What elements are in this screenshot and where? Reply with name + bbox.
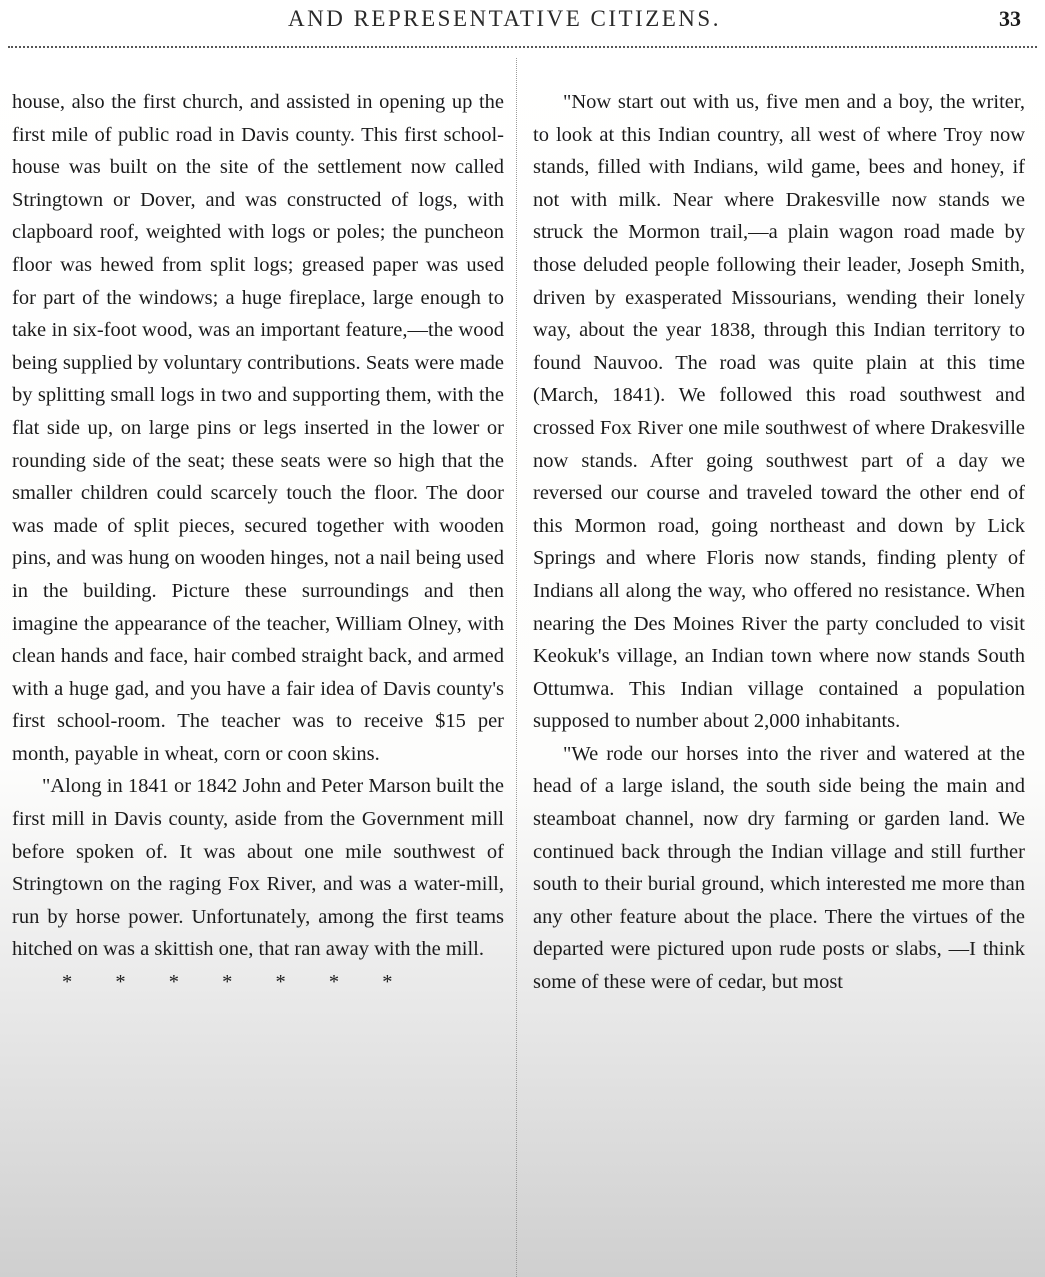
header-rule — [8, 46, 1037, 48]
column-divider — [516, 58, 517, 1277]
left-column — [12, 86, 504, 999]
running-head — [0, 4, 1045, 44]
page-number: 33 — [999, 6, 1021, 31]
right-column — [533, 86, 1025, 999]
section-break-asterisks: * * * * * * * — [62, 971, 393, 994]
right-paragraph-river: "We rode our horses into the river and watered at the head of a large island, the south side being the main and steamboat channel, now dry farming or garden land. We continued back through the Indian village and still further south to their burial ground, which interested me more than any other feature about the place. There the virtues of the departed were pictured upon rude posts or slabs, —I think some of these were of cedar, but most — [533, 742, 1025, 994]
running-title: AND REPRESENTATIVE CITIZENS. — [288, 6, 721, 31]
left-paragraph-schoolhouse: house, also the first church, and assisted in opening up the first mile of public road in Davis county. This first school-house was built on the site of the settlement now called Stringtown or Dover, and was constructed of logs, with clapboard roof, weighted with logs or poles; the puncheon floor was hewed from split logs; greased paper was used for part of the windows; a huge fireplace, large enough to take in six-foot wood, was an important feature,—the wood being supplied by voluntary contributions. Seats were made by splitting small logs in two and supporting them, with the flat side up, on large pins or legs inserted in the lower or rounding side of the seat; these seats were so high that the smaller children could scarcely touch the floor. The door was made of split pieces, secured together with wooden pins, and was hung on wooden hinges, not a nail being used in the building. Picture these surroundings and then imagine the appearance of the teacher, William Olney, with clean hands and face, hair combed straight back, and armed with a huge gad, and you have a fair idea of Davis county's first school-room. The teacher was to receive $15 per month, payable in wheat, corn or coon skins. — [12, 91, 504, 765]
left-paragraph-mill: "Along in 1841 or 1842 John and Peter Marson built the first mill in Davis county, aside from the Government mill before spoken of. It was about one mile southwest of Stringtown on the raging Fox River, and was a water-mill, run by horse power. Unfortunately, among the first teams hitched on was a skittish one, that ran away with the mill. — [12, 775, 504, 961]
right-paragraph-indian-country: "Now start out with us, five men and a boy, the writer, to look at this Indian country, all west of where Troy now stands, filled with Indians, wild game, bees and honey, if not with milk. Near where Drakesville now stands we struck the Mormon trail,—a plain wagon road made by those deluded people following their leader, Joseph Smith, driven by exasperated Missourians, wending their lonely way, about the year 1838, through this Indian territory to found Nauvoo. The road was quite plain at this time (March, 1841). We followed this road southwest and crossed Fox River one mile southwest of where Drakesville now stands. After going southwest part of a day we reversed our course and traveled toward the other end of this Mormon road, going northeast and down by Lick Springs and where Floris now stands, finding plenty of Indians all along the way, who offered no resistance. When nearing the Des Moines River the party concluded to visit Keokuk's village, an Indian town where now stands South Ottumwa. This Indian village contained a population supposed to number about 2,000 inhabitants. — [533, 91, 1025, 733]
